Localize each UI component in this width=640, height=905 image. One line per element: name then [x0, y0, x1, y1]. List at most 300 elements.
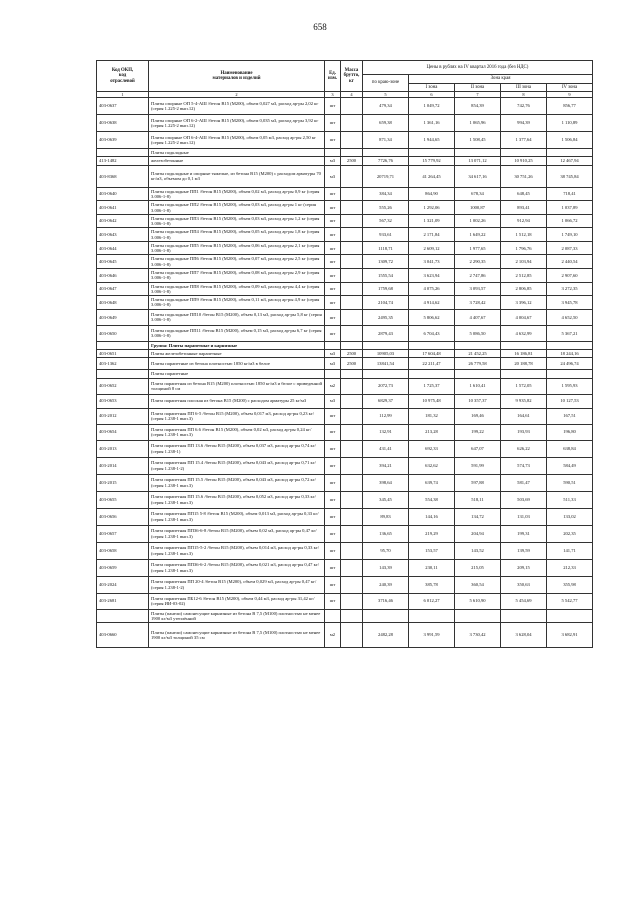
row-price-zone-1	[409, 609, 455, 623]
row-price-zone-1: 639,74	[409, 474, 455, 491]
row-price-zone-3: 10 910,25	[501, 157, 547, 165]
table-row	[97, 350, 593, 358]
header-zone-4: IV зона	[547, 83, 593, 92]
row-price-zone-4	[547, 609, 593, 623]
row-price-zone-3: 209,15	[501, 559, 547, 576]
row-name: Плита парапетная ПП 15.5 /бетон В15 (М200), объем 0,043 м3, расход ар-ры 0,72 кг/ (серия 1.238-1 вып.3)	[149, 474, 325, 491]
row-mass	[341, 609, 363, 623]
row-code: 403-8368	[97, 165, 149, 187]
row-price-zone-2: 134,72	[455, 508, 501, 525]
row-price-zone-1: 5 806,62	[409, 309, 455, 325]
row-price-zone-1: 3 041,73	[409, 255, 455, 269]
column-index: 7	[455, 92, 501, 98]
row-code: 403-0637	[97, 98, 149, 115]
row-unit: шт	[325, 255, 341, 269]
row-price-total: 132,91	[363, 424, 409, 440]
row-price-zone-4: 2 087,33	[547, 241, 593, 255]
row-price-total	[363, 341, 409, 349]
row-unit: шт	[325, 132, 341, 149]
row-price-zone-3: 574,73	[501, 457, 547, 474]
row-price-zone-2: 10 357,37	[455, 394, 501, 408]
row-price-zone-1: 1 049,72	[409, 98, 455, 115]
row-price-total: 2104,74	[363, 296, 409, 310]
row-price-total	[363, 149, 409, 157]
row-price-zone-2: 1000,87	[455, 201, 501, 215]
row-unit: шт	[325, 491, 341, 508]
row-price-zone-1: 153,57	[409, 542, 455, 559]
row-price-total: 2495,35	[363, 309, 409, 325]
row-name: Плита парапетная плоская из бетона В15 (М200) с расходом арматуры 25 кг/м3	[149, 394, 325, 408]
row-price-zone-1: 41 264,45	[409, 165, 455, 187]
row-mass	[341, 474, 363, 491]
row-price-total: 394,21	[363, 457, 409, 474]
row-price-total: 555,26	[363, 201, 409, 215]
row-price-zone-2: 1 002,26	[455, 214, 501, 228]
row-code: 403-0641	[97, 201, 149, 215]
row-price-zone-1: 1 944,65	[409, 132, 455, 149]
column-index: 6	[409, 92, 455, 98]
row-mass	[341, 187, 363, 201]
row-unit: шт	[325, 241, 341, 255]
row-price-zone-1: 181,32	[409, 408, 455, 424]
row-unit: шт	[325, 282, 341, 296]
row-unit: шт	[325, 228, 341, 242]
row-price-zone-2: 2 747,86	[455, 269, 501, 283]
row-price-total	[363, 609, 409, 623]
column-index: 9	[547, 92, 593, 98]
row-mass	[341, 309, 363, 325]
row-price-zone-3: 994,39	[501, 115, 547, 132]
row-name: Плиты парапетные из бетона плотностью 1850 кг/м3 в белое	[149, 358, 325, 370]
table-row	[97, 214, 593, 228]
row-price-zone-1: 6 704,43	[409, 325, 455, 341]
price-table	[96, 60, 593, 648]
column-index: 5	[363, 92, 409, 98]
row-price-total: 1309,72	[363, 255, 409, 269]
row-unit: шт	[325, 593, 341, 609]
row-price-total: 20719,71	[363, 165, 409, 187]
row-price-zone-2: 26 779,58	[455, 358, 501, 370]
row-price-total: 240,39	[363, 576, 409, 593]
row-price-zone-2: 360,54	[455, 576, 501, 593]
row-price-zone-1: 15 779,92	[409, 157, 455, 165]
row-price-zone-4: 212,33	[547, 559, 593, 576]
row-price-zone-2: 204,94	[455, 525, 501, 542]
row-price-zone-3: 626,22	[501, 440, 547, 457]
column-index: 8	[501, 92, 547, 98]
table-row	[97, 623, 593, 648]
row-unit	[325, 149, 341, 157]
row-name: Плиты подкладные ПП9 /бетон В15 (М200), объем 0,11 м3, расход ар-ры 4,9 кг (серия 3.006-1-8)	[149, 296, 325, 310]
row-code: 403-0639	[97, 132, 149, 149]
row-mass	[341, 165, 363, 187]
header-zone-2: II зона	[455, 83, 501, 92]
row-price-zone-2: 199,22	[455, 424, 501, 440]
row-price-zone-3: 1 377,64	[501, 132, 547, 149]
row-price-zone-3: 350,63	[501, 576, 547, 593]
table-row	[97, 424, 593, 440]
row-price-zone-2: 1 977,65	[455, 241, 501, 255]
row-price-total: 345,45	[363, 491, 409, 508]
row-price-zone-4: 638,84	[547, 440, 593, 457]
row-price-zone-1: 10 975,48	[409, 394, 455, 408]
row-mass: 2500	[341, 157, 363, 165]
row-price-total: 13841,54	[363, 358, 409, 370]
row-unit: шт	[325, 576, 341, 593]
row-code: 403-0640	[97, 187, 149, 201]
row-price-zone-1: 1 292,06	[409, 201, 455, 215]
row-price-zone-1: 1 321,09	[409, 214, 455, 228]
row-mass	[341, 457, 363, 474]
row-mass	[341, 341, 363, 349]
row-price-zone-3: 2 512,85	[501, 269, 547, 283]
row-code: 403-0649	[97, 309, 149, 325]
row-code: 403-2013	[97, 440, 149, 457]
row-price-zone-3: 503,69	[501, 491, 547, 508]
row-mass	[341, 296, 363, 310]
row-code: 403-0642	[97, 214, 149, 228]
row-price-zone-4: 1 110,89	[547, 115, 593, 132]
row-unit: м3	[325, 165, 341, 187]
row-price-zone-3: 3 396,12	[501, 296, 547, 310]
row-price-zone-1: 632,62	[409, 457, 455, 474]
row-price-zone-2: 3 728,42	[455, 296, 501, 310]
row-mass	[341, 115, 363, 132]
row-price-zone-3: 2 103,94	[501, 255, 547, 269]
row-price-zone-4	[547, 341, 593, 349]
row-price-zone-3	[501, 609, 547, 623]
table-row	[97, 576, 593, 593]
row-mass	[341, 132, 363, 149]
row-name: Плиты опорные ОП 6-2-АШ /бетон В15 (М200), объем 0,035 м3, расход ар-ры 3,92 кг (серия 1.225-2 вып.12)	[149, 115, 325, 132]
table-row	[97, 98, 593, 115]
table-row	[97, 282, 593, 296]
row-price-zone-3: 5 454,69	[501, 593, 547, 609]
header-zones: Зона края	[409, 75, 593, 84]
group-row	[97, 341, 593, 349]
row-price-total: 3716,46	[363, 593, 409, 609]
row-name: Плита парапетная ПП36-6-2 /бетон В15 (М200), объем 0,021 м3, расход ар-ры 0,47 кг/ (серия 1.238-1 вып.3)	[149, 559, 325, 576]
row-unit	[325, 609, 341, 623]
row-price-zone-1: 3 991,59	[409, 623, 455, 648]
row-name: Плиты (панели) самонесущие карнизные из бетона В 7,5 (М100) плотностью не менее 1900 кг/м3 утеплённой	[149, 609, 325, 623]
row-mass	[341, 282, 363, 296]
row-price-total: 933,61	[363, 228, 409, 242]
row-price-zone-3: 742,76	[501, 98, 547, 115]
row-price-zone-4: 2 440,54	[547, 255, 593, 269]
row-price-zone-2: 34 617,16	[455, 165, 501, 187]
row-code: 403-2012	[97, 408, 149, 424]
row-price-zone-4: 856,77	[547, 98, 593, 115]
row-price-zone-2: 4 407,67	[455, 309, 501, 325]
row-name: Плиты подкладные ПП7 /бетон В15 (М200), объем 0,08 м3, расход ар-ры 2,9 кг (серия 3.006-1-8)	[149, 269, 325, 283]
row-code	[97, 609, 149, 623]
row-price-zone-1: 17 604,48	[409, 350, 455, 358]
row-name: Плиты подкладные ПП4 /бетон В15 (М200), объем 0,05 м3, расход ар-ры 1,8 кг (серия 3.006-1-8)	[149, 228, 325, 242]
row-mass	[341, 201, 363, 215]
table-row	[97, 228, 593, 242]
row-price-total: 2072,73	[363, 378, 409, 394]
column-index: 4	[341, 92, 363, 98]
row-price-zone-1: 1 361,16	[409, 115, 455, 132]
row-code: 403-0638	[97, 115, 149, 132]
row-price-total: 95,70	[363, 542, 409, 559]
row-price-zone-1: 144,16	[409, 508, 455, 525]
row-code: 403-0650	[97, 325, 149, 341]
row-price-zone-3: 4 004,67	[501, 309, 547, 325]
row-price-zone-4: 584,49	[547, 457, 593, 474]
row-code: 403-0659	[97, 559, 149, 576]
row-price-zone-2	[455, 341, 501, 349]
row-price-total: 6829,37	[363, 394, 409, 408]
table-row	[97, 325, 593, 341]
row-price-total: 112,99	[363, 408, 409, 424]
row-unit: шт	[325, 309, 341, 325]
row-price-zone-1	[409, 341, 455, 349]
table-row	[97, 474, 593, 491]
table-row	[97, 559, 593, 576]
row-unit: м2	[325, 623, 341, 648]
table-row	[97, 157, 593, 165]
group-row	[97, 149, 593, 157]
row-name: Плита парапетная ПП 15.4 /бетон В15 (М200), объем 0,043 м3, расход ар-ры 0,71 кг/ (серия 1.238-1-2)	[149, 457, 325, 474]
row-name: Плиты подкладные	[149, 149, 325, 157]
row-code: 403-2681	[97, 593, 149, 609]
row-mass	[341, 98, 363, 115]
row-code: 403-0653	[97, 394, 149, 408]
row-price-zone-1: 554,38	[409, 491, 455, 508]
row-price-total: 567,32	[363, 214, 409, 228]
row-price-total: 143,39	[363, 559, 409, 576]
row-name: Плиты подкладные ПП10 /бетон В15 (М200), объем 0,13 м3, расход ар-ры 5,8 кг (серия 3.006-1-8)	[149, 309, 325, 325]
page-number: 658	[313, 22, 327, 32]
row-code: 403-1362	[97, 358, 149, 370]
row-code: 403-0651	[97, 350, 149, 358]
row-price-zone-3: 1 512,18	[501, 228, 547, 242]
row-name: Плиты подкладные ПП1 /бетон В15 (М200), объем 0,02 м3, расход ар-ры 0,9 кг (серия 3.006-1-8)	[149, 187, 325, 201]
row-price-zone-4: 5 542,77	[547, 593, 593, 609]
row-price-zone-2: 597,88	[455, 474, 501, 491]
row-unit: шт	[325, 525, 341, 542]
row-price-zone-4: 141,71	[547, 542, 593, 559]
row-price-zone-4: 5 367,21	[547, 325, 593, 341]
row-code: 403-0647	[97, 282, 149, 296]
row-unit: шт	[325, 542, 341, 559]
row-code: 403-0656	[97, 508, 149, 525]
group-row	[97, 370, 593, 378]
row-mass	[341, 228, 363, 242]
table-row	[97, 408, 593, 424]
row-code: 403-0655	[97, 491, 149, 508]
row-name: Плиты подкладные ПП6 /бетон В15 (М200), объем 0,07 м3, расход ар-ры 2,5 кг (серия 3.006-1-8)	[149, 255, 325, 269]
row-name: Плита парапетная ПП 6.6 /бетон В15 (М200), объем 0,02 м3, расход ар-ры 0,24 кг/ (серия 1.238-1 вып.3)	[149, 424, 325, 440]
row-mass	[341, 623, 363, 648]
row-unit: шт	[325, 474, 341, 491]
row-code: 403-2015	[97, 474, 149, 491]
row-unit: м3	[325, 394, 341, 408]
row-code: 413-1482	[97, 157, 149, 165]
row-price-zone-3: 1 796,76	[501, 241, 547, 255]
header-code: Код ОКП, код отраслевой	[97, 61, 149, 92]
table-row	[97, 440, 593, 457]
row-price-total: 1759,68	[363, 282, 409, 296]
row-price-zone-4: 3 945,78	[547, 296, 593, 310]
row-price-zone-1: 213,28	[409, 424, 455, 440]
row-code: 403-2014	[97, 457, 149, 474]
row-code: 403-0658	[97, 542, 149, 559]
table-row	[97, 309, 593, 325]
row-price-zone-2: 518,11	[455, 491, 501, 508]
header-mass: Масса брутто, кг	[341, 61, 363, 92]
row-price-zone-4: 202,35	[547, 525, 593, 542]
row-name: Плита парапетная ПП 15.6 /бетон В15 (М200), объем 0,052 м3, расход ар-ры 0,33 кг/ (серия 1.238-1 вып.3)	[149, 491, 325, 508]
row-unit: шт	[325, 98, 341, 115]
row-name: Плита парапетная ПП 20-4 /бетон В15 (М200), объем 0,029 м3, расход ар-ры 0,47 кг/ (серия 1.238-1-2)	[149, 576, 325, 593]
row-name: Плиты опорные ОП 5-4-АШ /бетон В15 (М200), объем 0,027 м3, расход ар-ры 2,02 кг (серия 1.225-2 вып.12)	[149, 98, 325, 115]
row-code: 403-0654	[97, 424, 149, 440]
row-price-zone-2: 1 649,22	[455, 228, 501, 242]
row-unit: шт	[325, 201, 341, 215]
table-row	[97, 187, 593, 201]
row-code	[97, 341, 149, 349]
row-price-zone-4	[547, 370, 593, 378]
row-price-zone-2: 1 508,45	[455, 132, 501, 149]
row-code: 403-2024	[97, 576, 149, 593]
row-price-zone-2: 647,07	[455, 440, 501, 457]
row-name: Плиты подкладные ПП5 /бетон В15 (М200), объем 0,06 м3, расход ар-ры 2,1 кг (серия 3.006-1-8)	[149, 241, 325, 255]
row-price-zone-4: 590,51	[547, 474, 593, 491]
table-row	[97, 508, 593, 525]
row-unit	[325, 341, 341, 349]
row-price-total: 10905,03	[363, 350, 409, 358]
row-price-total: 136,65	[363, 525, 409, 542]
row-name: Плита парапетная ПП 6-5 /бетон В15 (М200), объем 0,017 м3, расход ар-ры 0,23 кг/ (серия 1.238-1 вып.3)	[149, 408, 325, 424]
header-total: по краю-зоне	[363, 75, 409, 92]
row-unit: м2	[325, 378, 341, 394]
header-price-group: Цены в рублях на IV квартал 2016 года (без НДС)	[363, 61, 593, 75]
row-unit: шт	[325, 408, 341, 424]
row-name: Плита парапетная ПП 13.6 /бетон В15 (М200), объем 0,037 м3, расход ар-ры 0,74 кг/ (серия 1.238-1)	[149, 440, 325, 457]
table-row	[97, 457, 593, 474]
table-row	[97, 525, 593, 542]
row-price-zone-4: 1 066,72	[547, 214, 593, 228]
row-unit: шт	[325, 559, 341, 576]
table-row	[97, 269, 593, 283]
row-price-zone-2: 5 610,90	[455, 593, 501, 609]
column-index: 3	[325, 92, 341, 98]
row-price-zone-2: 21 452,25	[455, 350, 501, 358]
row-name: Плита парапетная ПП15-5-2 /бетон В15 (М200), объем 0,014 м3, расход ар-ры 0,33 кг/ (серия 1.238-1 вып.3)	[149, 542, 325, 559]
table-row	[97, 201, 593, 215]
row-name: Плита парапетная ПП15 5-8 /бетон В15 (М200), объем 0,013 м3, расход ар-ры 0,33 кг/ (серия 1.238-1 вып.3)	[149, 508, 325, 525]
row-price-zone-2: 1 610,41	[455, 378, 501, 394]
row-price-zone-4: 3 682,91	[547, 623, 593, 648]
row-mass	[341, 559, 363, 576]
row-price-zone-2: 854,39	[455, 98, 501, 115]
row-mass	[341, 408, 363, 424]
row-price-zone-4: 38 745,84	[547, 165, 593, 187]
row-price-zone-3: 199,31	[501, 525, 547, 542]
row-price-zone-1: 1 725,37	[409, 378, 455, 394]
row-price-zone-4: 355,98	[547, 576, 593, 593]
row-price-zone-1: 864,90	[409, 187, 455, 201]
row-mass	[341, 576, 363, 593]
row-code	[97, 370, 149, 378]
row-mass	[341, 255, 363, 269]
table-row	[97, 378, 593, 394]
row-price-zone-2: 13 071,12	[455, 157, 501, 165]
row-price-zone-3: 2 806,85	[501, 282, 547, 296]
row-price-zone-3: 893,41	[501, 201, 547, 215]
row-price-zone-1	[409, 149, 455, 157]
table-row	[97, 132, 593, 149]
row-price-zone-1: 2 171,84	[409, 228, 455, 242]
row-price-zone-2: 678,34	[455, 187, 501, 201]
table-row	[97, 491, 593, 508]
row-unit: шт	[325, 115, 341, 132]
row-unit: шт	[325, 457, 341, 474]
row-price-zone-3: 16 186,81	[501, 350, 547, 358]
row-price-zone-4: 2 907,60	[547, 269, 593, 283]
row-price-zone-4: 718,41	[547, 187, 593, 201]
row-price-zone-3: 9 935,82	[501, 394, 547, 408]
row-price-zone-1: 4 075,26	[409, 282, 455, 296]
row-unit: шт	[325, 269, 341, 283]
table-body	[97, 98, 593, 648]
row-price-zone-3	[501, 341, 547, 349]
row-price-zone-4: 511,33	[547, 491, 593, 508]
row-price-zone-3: 139,59	[501, 542, 547, 559]
row-mass	[341, 378, 363, 394]
row-price-total: 89,83	[363, 508, 409, 525]
row-code: 403-0644	[97, 241, 149, 255]
table-row	[97, 115, 593, 132]
row-price-zone-2: 3 730,42	[455, 623, 501, 648]
row-price-zone-2: 215,05	[455, 559, 501, 576]
table-row	[97, 394, 593, 408]
row-price-zone-2	[455, 609, 501, 623]
row-mass	[341, 214, 363, 228]
row-price-zone-2: 5 086,50	[455, 325, 501, 341]
row-price-zone-4: 1 595,93	[547, 378, 593, 394]
row-name: Плиты подкладные ПП3 /бетон В15 (М200), объем 0,03 м3, расход ар-ры 1,2 кг (серия 3.006-1-8)	[149, 214, 325, 228]
row-name: Плита парапетная из бетона В15 (М200) плотностью 1850 кг/м3 и белое с приведенной толщиной 8 см	[149, 378, 325, 394]
row-unit: шт	[325, 424, 341, 440]
row-mass	[341, 440, 363, 457]
row-price-zone-4: 4 652,50	[547, 309, 593, 325]
row-code: 403-0652	[97, 378, 149, 394]
row-price-zone-3: 131,03	[501, 508, 547, 525]
row-name: Плита парапетная ПП36-6-8 /бетон В15 (М200), объем 0,02 м3, расход ар-ры 0,47 кг/ (серия 1.238-1 вып.3)	[149, 525, 325, 542]
row-unit: шт	[325, 440, 341, 457]
table-row	[97, 542, 593, 559]
row-name: Плиты (панели) самонесущие карнизные из бетона В 7,5 (М100) плотностью не менее 1900 кг/м3 толщиной 35 см	[149, 623, 325, 648]
row-price-zone-1: 230,11	[409, 559, 455, 576]
row-price-zone-3: 20 188,78	[501, 358, 547, 370]
table-row	[97, 593, 593, 609]
row-price-zone-4: 1 506,84	[547, 132, 593, 149]
row-unit: шт	[325, 187, 341, 201]
row-mass	[341, 325, 363, 341]
row-price-zone-3: 1 572,05	[501, 378, 547, 394]
row-price-zone-1: 692,33	[409, 440, 455, 457]
row-unit: шт	[325, 325, 341, 341]
row-price-total: 398,64	[363, 474, 409, 491]
row-price-total: 479,34	[363, 98, 409, 115]
row-price-zone-3: 164,61	[501, 408, 547, 424]
row-unit: шт	[325, 508, 341, 525]
row-mass	[341, 525, 363, 542]
